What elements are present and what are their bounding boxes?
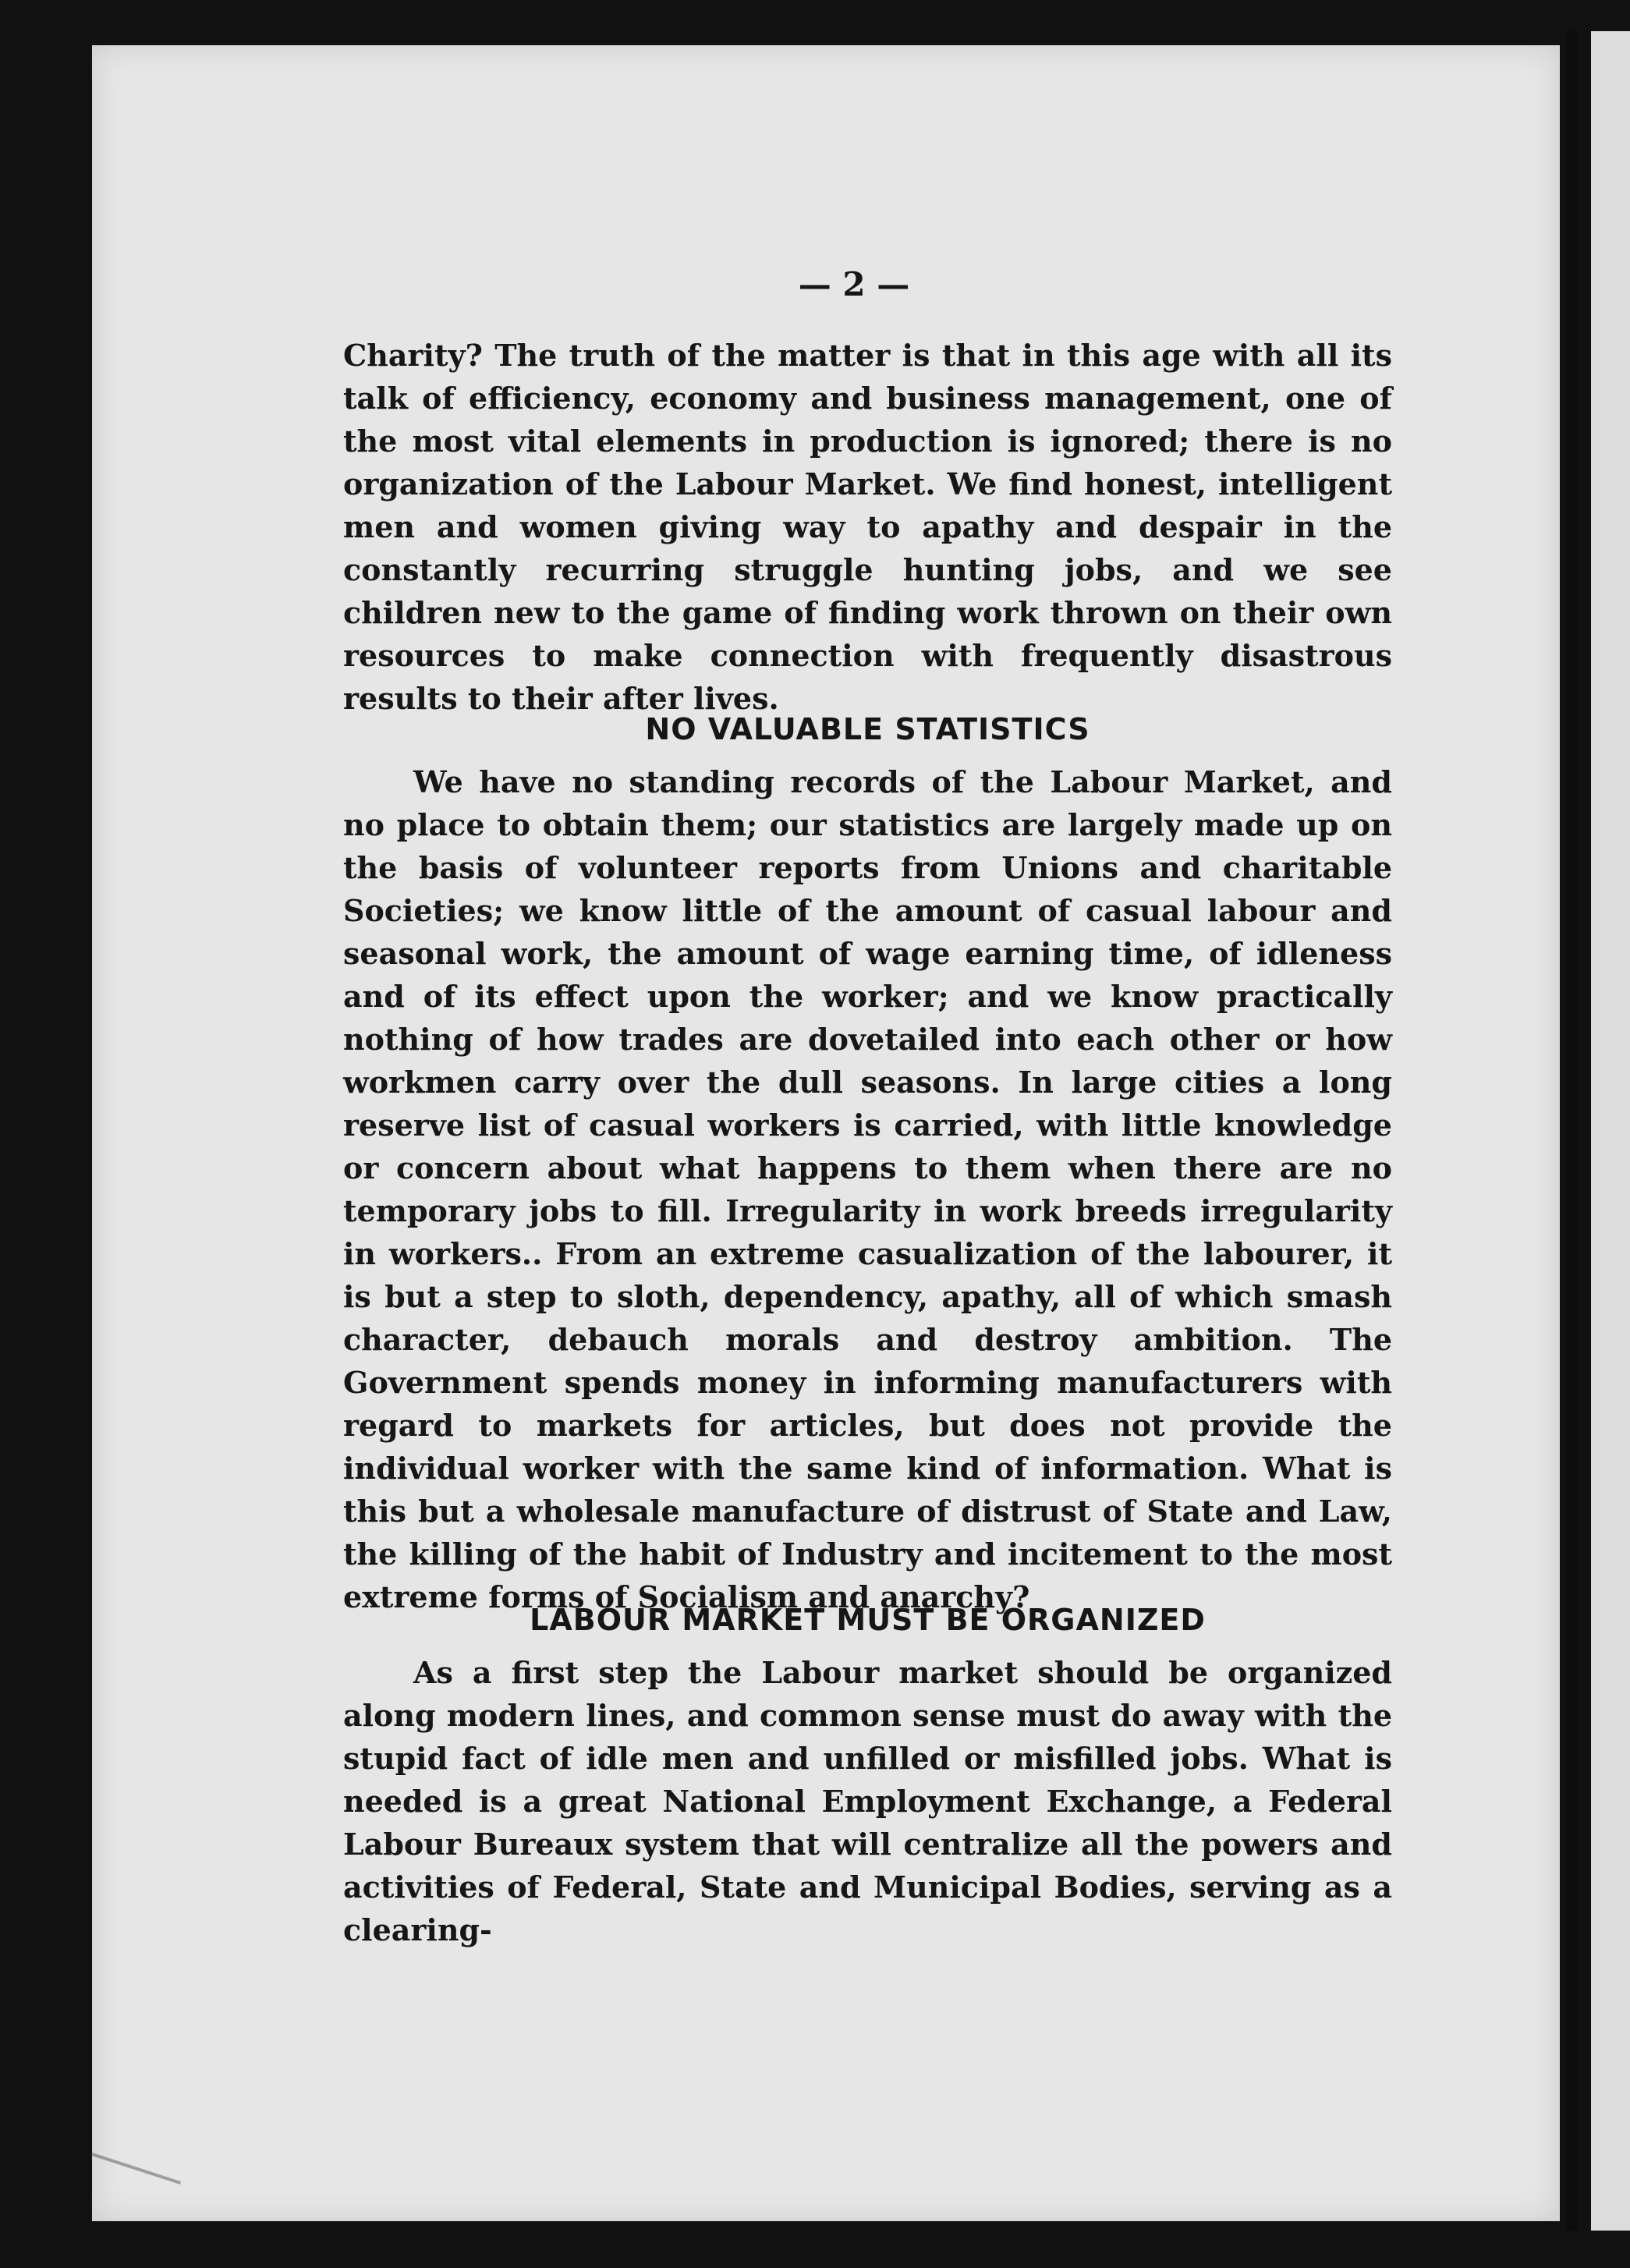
body-text bbox=[343, 334, 1392, 720]
page-edge-shadow bbox=[1566, 31, 1577, 2231]
section-heading: LABOUR MARKET MUST BE ORGANIZED bbox=[530, 1603, 1206, 1637]
section-no-valuable-statistics bbox=[343, 708, 1392, 1618]
page-number: — 2 — bbox=[798, 265, 910, 303]
section-labour-market-must-be-organized bbox=[343, 1599, 1392, 1951]
section-heading: NO VALUABLE STATISTICS bbox=[645, 712, 1090, 746]
section-paragraph: We have no standing records of the Labour Market, and no place to obtain them; our statistics are largely made up on the basis of volunteer reports from Unions and charitable Societies; we know little of the amount of casual labour and seasonal work, the amount of wage earning time, of idleness and of its effect upon the worker; and we know practically nothing of how trades are dovetailed into each other or how workmen carry over the dull seasons. In large cities a long reserve list of casual workers is carried, with little knowledge or concern about what happens to them when there are no temporary jobs to fill. Irregularity in work breeds irregularity in workers.. From an extreme casualization of the labourer, it is but a step to sloth, dependency, apathy, all of which smash character, debauch morals and destroy ambition. The Government spends money in informing manufacturers with regard to markets for articles, but does not provide the individual worker with the same kind of information. What is this but a wholesale manufacture of distrust of State and Law, the killing of the habit of Industry and incitement to the most extreme forms of Socialism and anarchy? bbox=[343, 764, 1392, 1614]
adjacent-page-strip bbox=[1591, 31, 1630, 2231]
section-paragraph: As a first step the Labour market should be organized along modern lines, and common sense must do away with the stupid fact of idle men and unfilled or misfilled jobs. What is needed is a great National Employment Exchange, a Federal Labour Bureaux system that will centralize all the powers and activities of Federal, State and Municipal Bodies, serving as a clearing- bbox=[343, 1655, 1392, 1947]
intro-paragraph: Charity? The truth of the matter is that in this age with all its talk of efficiency, economy and business management, one of the most vital elements in production is ignored; there is no organization of the Labour Market. We find honest, intelligent men and women giving way to apathy and despair in the constantly recurring struggle hunting jobs, and we see children new to the game of finding work thrown on their own resources to make connection with frequently disastrous results to their after lives. bbox=[343, 338, 1392, 716]
